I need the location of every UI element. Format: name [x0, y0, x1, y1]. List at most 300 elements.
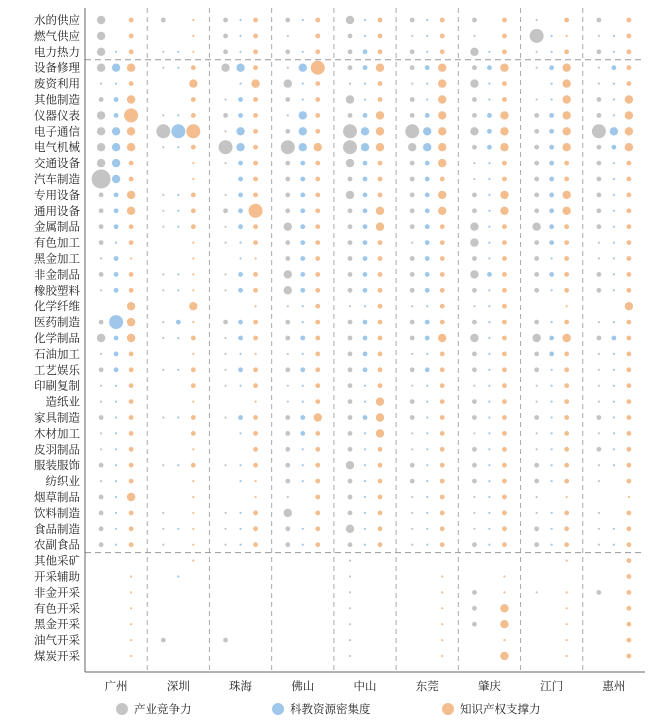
bubble-point	[534, 415, 539, 420]
bubble-point	[115, 496, 117, 498]
bubble-point	[127, 318, 135, 326]
bubble-point	[223, 49, 228, 54]
bubble-point	[411, 496, 413, 498]
bubble-point	[473, 385, 475, 387]
bubble-point	[100, 289, 102, 291]
bubble-point	[378, 352, 383, 357]
bubble-point	[348, 415, 353, 420]
bubble-point	[534, 208, 539, 213]
bubble-point	[534, 256, 539, 261]
bubble-point	[562, 143, 570, 151]
y-tick-label: 非金制品	[34, 267, 80, 282]
bubble-point	[177, 337, 179, 339]
bubble-point	[285, 208, 290, 213]
y-tick-label: 交通设备	[34, 156, 80, 171]
bubble-point	[363, 208, 368, 213]
bubble-point	[488, 496, 490, 498]
y-tick-label: 其他制造	[34, 92, 80, 107]
bubble-point	[348, 224, 353, 229]
bubble-point	[410, 336, 415, 341]
bubble-point	[411, 448, 413, 450]
bubble-point	[363, 65, 368, 70]
bubble-point	[410, 161, 415, 166]
bubble-point	[349, 560, 351, 562]
bubble-point	[239, 353, 241, 355]
bubble-point	[502, 526, 507, 531]
bubble-point	[109, 315, 123, 329]
bubble-point	[100, 257, 102, 259]
y-tick-label: 有色开采	[34, 601, 80, 616]
bubble-point	[129, 415, 134, 420]
bubble-point	[488, 337, 490, 339]
bubble-point	[502, 224, 507, 229]
bubble-point	[363, 352, 368, 357]
bubble-point	[411, 353, 413, 355]
bubble-point	[596, 590, 601, 595]
bubble-point	[411, 35, 413, 37]
bubble-point	[488, 528, 490, 530]
bubble-point	[564, 224, 569, 229]
bubble-point	[440, 447, 445, 452]
y-tick-label: 黑金加工	[34, 251, 80, 266]
bubble-point	[488, 194, 490, 196]
bubble-point	[488, 369, 490, 371]
bubble-point	[129, 431, 134, 436]
bubble-point	[162, 528, 164, 530]
bubble-point	[300, 431, 305, 436]
bubble-point	[192, 35, 194, 37]
bubble-point	[626, 431, 631, 436]
bubble-point	[438, 127, 446, 135]
bubble-point	[500, 127, 508, 135]
bubble-point	[596, 145, 601, 150]
bubble-point	[300, 415, 305, 420]
bubble-point	[502, 367, 507, 372]
bubble-point	[440, 34, 445, 39]
bubble-point	[348, 208, 353, 213]
bubble-point	[423, 127, 431, 135]
y-tick-label: 医药制造	[34, 315, 80, 330]
bubble-point	[162, 51, 164, 53]
bubble-point	[438, 207, 446, 215]
bubble-point	[473, 162, 475, 164]
bubble-point	[238, 97, 243, 102]
y-tick-label: 服装服饰	[34, 458, 80, 473]
bubble-point	[564, 177, 569, 182]
bubble-point	[191, 415, 196, 420]
bubble-point	[410, 256, 415, 261]
bubble-point	[613, 257, 615, 259]
bubble-point	[613, 369, 615, 371]
bubble-point	[626, 447, 631, 452]
bubble-point	[284, 286, 292, 294]
bubble-point	[100, 432, 102, 434]
bubble-point	[114, 193, 119, 198]
bubble-point	[378, 161, 383, 166]
bubble-point	[425, 256, 430, 261]
bubble-point	[343, 124, 357, 138]
bubble-point	[192, 257, 194, 259]
bubble-point	[472, 97, 477, 102]
bubble-point	[613, 464, 615, 466]
bubble-point	[530, 29, 544, 43]
bubble-point	[438, 111, 446, 119]
bubble-point	[613, 416, 615, 418]
bubble-point	[192, 162, 194, 164]
bubble-point	[348, 511, 353, 516]
bubble-point	[611, 145, 616, 150]
bubble-point	[284, 270, 292, 278]
bubble-point	[315, 81, 320, 86]
bubble-point	[440, 177, 445, 182]
bubble-point	[302, 385, 304, 387]
bubble-point	[378, 49, 383, 54]
bubble-point	[239, 35, 241, 37]
bubble-point	[127, 143, 135, 151]
bubble-point	[129, 288, 134, 293]
bubble-point	[129, 240, 134, 245]
bubble-point	[562, 79, 570, 87]
bubble-point	[253, 18, 258, 23]
bubble-point	[613, 321, 615, 323]
bubble-point	[410, 113, 415, 118]
bubble-point	[223, 320, 228, 325]
bubble-point	[361, 143, 369, 151]
bubble-point	[502, 383, 507, 388]
bubble-point	[348, 272, 353, 277]
bubble-point	[348, 367, 353, 372]
bubble-point	[472, 463, 477, 468]
bubble-point	[626, 288, 631, 293]
bubble-point	[349, 83, 351, 85]
bubble-point	[562, 127, 570, 135]
legend-label: 科教资源密集度	[290, 702, 371, 716]
bubble-point	[363, 415, 368, 420]
bubble-point	[378, 383, 383, 388]
bubble-point	[348, 240, 353, 245]
bubble-point	[238, 224, 243, 229]
bubble-point	[566, 305, 568, 307]
bubble-point	[349, 623, 351, 625]
bubble-point	[438, 79, 446, 87]
bubble-point	[470, 79, 478, 87]
bubble-point	[596, 224, 601, 229]
bubble-point	[534, 320, 539, 325]
bubble-point	[425, 177, 430, 182]
bubble-point	[300, 193, 305, 198]
bubble-point	[488, 448, 490, 450]
bubble-point	[626, 272, 631, 277]
bubble-point	[315, 542, 320, 547]
bubble-point	[127, 334, 135, 342]
bubble-point	[224, 98, 226, 100]
bubble-point	[438, 191, 446, 199]
bubble-point	[112, 175, 120, 183]
bubble-point	[253, 145, 258, 150]
bubble-point	[488, 51, 490, 53]
bubble-point	[487, 145, 492, 150]
bubble-point	[426, 305, 428, 307]
bubble-point	[364, 528, 366, 530]
bubble-point	[300, 367, 305, 372]
bubble-point	[253, 272, 258, 277]
bubble-point	[224, 337, 226, 339]
bubble-point	[502, 352, 507, 357]
bubble-point	[472, 18, 477, 23]
bubble-point	[364, 98, 366, 100]
bubble-point	[598, 242, 600, 244]
bubble-point	[472, 208, 477, 213]
bubble-point	[551, 544, 553, 546]
bubble-point	[626, 622, 631, 627]
bubble-point	[488, 178, 490, 180]
bubble-point	[378, 177, 383, 182]
bubble-point	[315, 272, 320, 277]
bubble-point	[236, 63, 244, 71]
bubble-point	[426, 385, 428, 387]
bubble-point	[192, 178, 194, 180]
bubble-point	[191, 113, 196, 118]
bubble-point	[130, 639, 132, 641]
bubble-point	[346, 461, 354, 469]
bubble-point	[238, 272, 243, 277]
bubble-point	[302, 544, 304, 546]
bubble-point	[551, 369, 553, 371]
bubble-point	[191, 97, 196, 102]
bubble-point	[626, 367, 631, 372]
bubble-point	[97, 334, 105, 342]
bubble-point	[130, 591, 132, 593]
bubble-point	[97, 48, 105, 56]
bubble-point	[284, 509, 292, 517]
bubble-point	[502, 336, 507, 341]
bubble-point	[348, 479, 353, 484]
bubble-point	[549, 240, 554, 245]
bubble-point	[129, 383, 134, 388]
bubble-point	[192, 401, 194, 403]
bubble-point	[253, 97, 258, 102]
bubble-point	[162, 146, 164, 148]
bubble-point	[411, 83, 413, 85]
bubble-point	[299, 111, 307, 119]
bubble-point	[410, 224, 415, 229]
bubble-point	[162, 512, 164, 514]
bubble-point	[254, 353, 256, 355]
bubble-point	[425, 272, 430, 277]
bubble-point	[285, 542, 290, 547]
bubble-point	[114, 288, 119, 293]
bubble-point	[598, 67, 600, 69]
bubble-point	[114, 256, 119, 261]
bubble-point	[549, 65, 554, 70]
bubble-point	[162, 464, 164, 466]
bubble-point	[192, 496, 194, 498]
bubble-point	[253, 113, 258, 118]
bubble-point	[192, 289, 194, 291]
bubble-point	[378, 336, 383, 341]
bubble-point	[502, 304, 507, 309]
bubble-point	[405, 124, 419, 138]
bubble-point	[598, 83, 600, 85]
bubble-point	[626, 479, 631, 484]
bubble-point	[162, 289, 164, 291]
legend-swatch	[272, 703, 284, 715]
bubble-point	[596, 18, 601, 23]
bubble-point	[253, 129, 258, 134]
bubble-point	[410, 177, 415, 182]
bubble-point	[364, 496, 366, 498]
bubble-point	[224, 273, 226, 275]
bubble-point	[502, 542, 507, 547]
bubble-point	[223, 34, 228, 39]
bubble-point	[500, 111, 508, 119]
y-tick-label: 木材加工	[34, 426, 80, 441]
bubble-point	[596, 288, 601, 293]
bubble-point	[192, 480, 194, 482]
bubble-point	[99, 208, 104, 213]
bubble-point	[315, 129, 320, 134]
bubble-point	[376, 429, 384, 437]
bubble-point	[551, 416, 553, 418]
bubble-point	[438, 95, 446, 103]
bubble-point	[115, 464, 117, 466]
bubble-point	[364, 385, 366, 387]
bubble-point	[192, 242, 194, 244]
bubble-point	[348, 495, 353, 500]
bubble-point	[99, 97, 104, 102]
bubble-point	[534, 352, 539, 357]
bubble-point	[626, 161, 631, 166]
bubble-point	[349, 655, 351, 657]
y-axis-labels	[34, 13, 80, 663]
bubble-point	[626, 65, 631, 70]
bubble-point	[219, 140, 233, 154]
bubble-point	[129, 18, 134, 23]
bubble-point	[566, 496, 568, 498]
bubble-point	[626, 240, 631, 245]
bubble-point	[613, 226, 615, 228]
bubble-point	[378, 542, 383, 547]
bubble-point	[488, 385, 490, 387]
bubble-point	[224, 369, 226, 371]
bubble-point	[115, 242, 117, 244]
bubble-point	[253, 447, 258, 452]
x-tick-label: 惠州	[602, 679, 626, 693]
bubble-point	[551, 321, 553, 323]
bubble-point	[348, 288, 353, 293]
bubble-point	[99, 320, 104, 325]
bubble-point	[410, 272, 415, 277]
bubble-point	[315, 193, 320, 198]
bubble-point	[99, 272, 104, 277]
bubble-point	[625, 143, 633, 151]
bubble-point	[97, 111, 105, 119]
bubble-point	[470, 334, 478, 342]
bubble-point	[502, 240, 507, 245]
bubble-point	[470, 238, 478, 246]
bubble-point	[564, 161, 569, 166]
bubble-point	[488, 321, 490, 323]
bubble-point	[626, 526, 631, 531]
x-tick-label: 珠海	[229, 679, 253, 693]
bubble-point	[285, 526, 290, 531]
bubble-point	[598, 257, 600, 259]
bubble-point	[129, 479, 134, 484]
bubble-point	[626, 463, 631, 468]
bubble-point	[253, 224, 258, 229]
bubble-point	[596, 336, 601, 341]
bubble-point	[100, 353, 102, 355]
bubble-point	[564, 240, 569, 245]
bubble-point	[500, 63, 508, 71]
bubble-point	[473, 496, 475, 498]
bubble-point	[473, 35, 475, 37]
bubble-point	[440, 18, 445, 23]
bubble-point	[503, 575, 505, 577]
bubble-point	[423, 143, 431, 151]
bubble-point	[99, 526, 104, 531]
y-tick-label: 烟草制品	[34, 490, 80, 504]
bubble-point	[192, 448, 194, 450]
bubble-point	[378, 34, 383, 39]
bubble-point	[285, 18, 290, 23]
bubble-point	[127, 207, 135, 215]
bubble-point	[503, 639, 505, 641]
bubble-point	[598, 544, 600, 546]
bubble-point	[562, 207, 570, 215]
bubble-point	[564, 352, 569, 357]
bubble-point	[613, 114, 615, 116]
bubble-point	[162, 544, 164, 546]
bubble-point	[302, 448, 304, 450]
bubble-point	[488, 432, 490, 434]
bubble-point	[191, 224, 196, 229]
bubble-point	[177, 575, 179, 577]
bubble-point	[487, 65, 492, 70]
bubble-point	[440, 256, 445, 261]
bubble-point	[97, 127, 105, 135]
bubble-point	[598, 480, 600, 482]
bubble-point	[440, 304, 445, 309]
bubble-point	[566, 607, 568, 609]
bubble-point	[162, 210, 164, 212]
y-tick-label: 黑金开采	[34, 617, 80, 632]
bubble-point	[224, 289, 226, 291]
bubble-point	[223, 113, 228, 118]
bubble-point	[364, 480, 366, 482]
bubble-point	[551, 289, 553, 291]
bubble-point	[596, 113, 601, 118]
y-tick-label: 非金开采	[34, 585, 80, 600]
bubble-point	[99, 193, 104, 198]
bubble-point	[426, 401, 428, 403]
bubble-point	[500, 652, 508, 660]
bubble-point	[302, 98, 304, 100]
bubble-point	[161, 18, 166, 23]
bubble-point	[253, 320, 258, 325]
bubble-point	[500, 620, 508, 628]
bubble-point	[302, 353, 304, 355]
bubble-point	[613, 210, 615, 212]
bubble-point	[253, 383, 258, 388]
bubble-point	[564, 272, 569, 277]
bubble-point	[115, 401, 117, 403]
bubble-point	[130, 607, 132, 609]
bubble-point	[348, 431, 353, 436]
bubble-point	[410, 367, 415, 372]
bubble-point	[472, 622, 477, 627]
bubble-point	[315, 463, 320, 468]
